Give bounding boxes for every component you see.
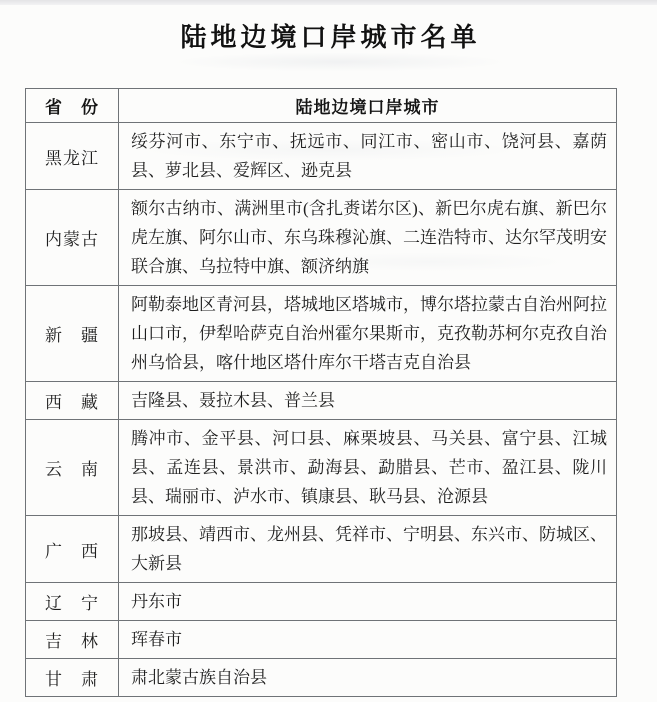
cities-cell: 那坡县、靖西市、龙州县、凭祥市、宁明县、东兴市、防城区、大新县 xyxy=(119,516,617,583)
table-row xyxy=(26,286,617,382)
scan-artifact-top-strip xyxy=(0,0,657,5)
province-cell: 新 疆 xyxy=(26,286,119,382)
table-body xyxy=(26,123,617,697)
province-cell: 西 藏 xyxy=(26,382,119,420)
cities-cell: 腾冲市、金平县、河口县、麻栗坡县、马关县、富宁县、江城县、孟连县、景洪市、勐海县、勐腊县、芒市、盈江县、陇川县、瑞丽市、泸水市、镇康县、耿马县、沧源县 xyxy=(119,420,617,516)
province-cell: 吉 林 xyxy=(26,621,119,659)
table-row xyxy=(26,659,617,697)
province-cell: 黑龙江 xyxy=(26,123,119,190)
table-row xyxy=(26,420,617,516)
page-title: 陆地边境口岸城市名单 xyxy=(180,23,481,52)
cities-cell: 额尔古纳市、满洲里市(含扎赉诺尔区)、新巴尔虎右旗、新巴尔虎左旗、阿尔山市、东乌珠穆沁旗、二连浩特市、达尔罕茂明安联合旗、乌拉特中旗、额济纳旗 xyxy=(119,190,617,286)
cities-cell: 珲春市 xyxy=(119,621,617,659)
table-row xyxy=(26,516,617,583)
column-header-cities: 陆地边境口岸城市 xyxy=(119,89,617,123)
cities-cell: 丹东市 xyxy=(119,583,617,621)
cities-cell: 阿勒泰地区青河县，塔城地区塔城市，博尔塔拉蒙古自治州阿拉山口市，伊犁哈萨克自治州霍尔果斯市，克孜勒苏柯尔克孜自治州乌恰县，喀什地区塔什库尔干塔吉克自治县 xyxy=(119,286,617,382)
table-row xyxy=(26,123,617,190)
cities-cell: 绥芬河市、东宁市、抚远市、同江市、密山市、饶河县、嘉荫县、萝北县、爱辉区、逊克县 xyxy=(119,123,617,190)
table-row xyxy=(26,583,617,621)
cities-cell: 肃北蒙古族自治县 xyxy=(119,659,617,697)
table-row xyxy=(26,382,617,420)
table-row xyxy=(26,190,617,286)
column-header-province: 省 份 xyxy=(26,89,119,123)
table-header-row xyxy=(26,89,617,123)
province-cell: 云 南 xyxy=(26,420,119,516)
province-cell: 辽 宁 xyxy=(26,583,119,621)
table-head xyxy=(26,89,617,123)
cities-cell: 吉隆县、聂拉木县、普兰县 xyxy=(119,382,617,420)
province-cell: 内蒙古 xyxy=(26,190,119,286)
table-row xyxy=(26,621,617,659)
province-cell: 甘 肃 xyxy=(26,659,119,697)
province-cell: 广 西 xyxy=(26,516,119,583)
border-port-cities-table xyxy=(25,88,617,697)
